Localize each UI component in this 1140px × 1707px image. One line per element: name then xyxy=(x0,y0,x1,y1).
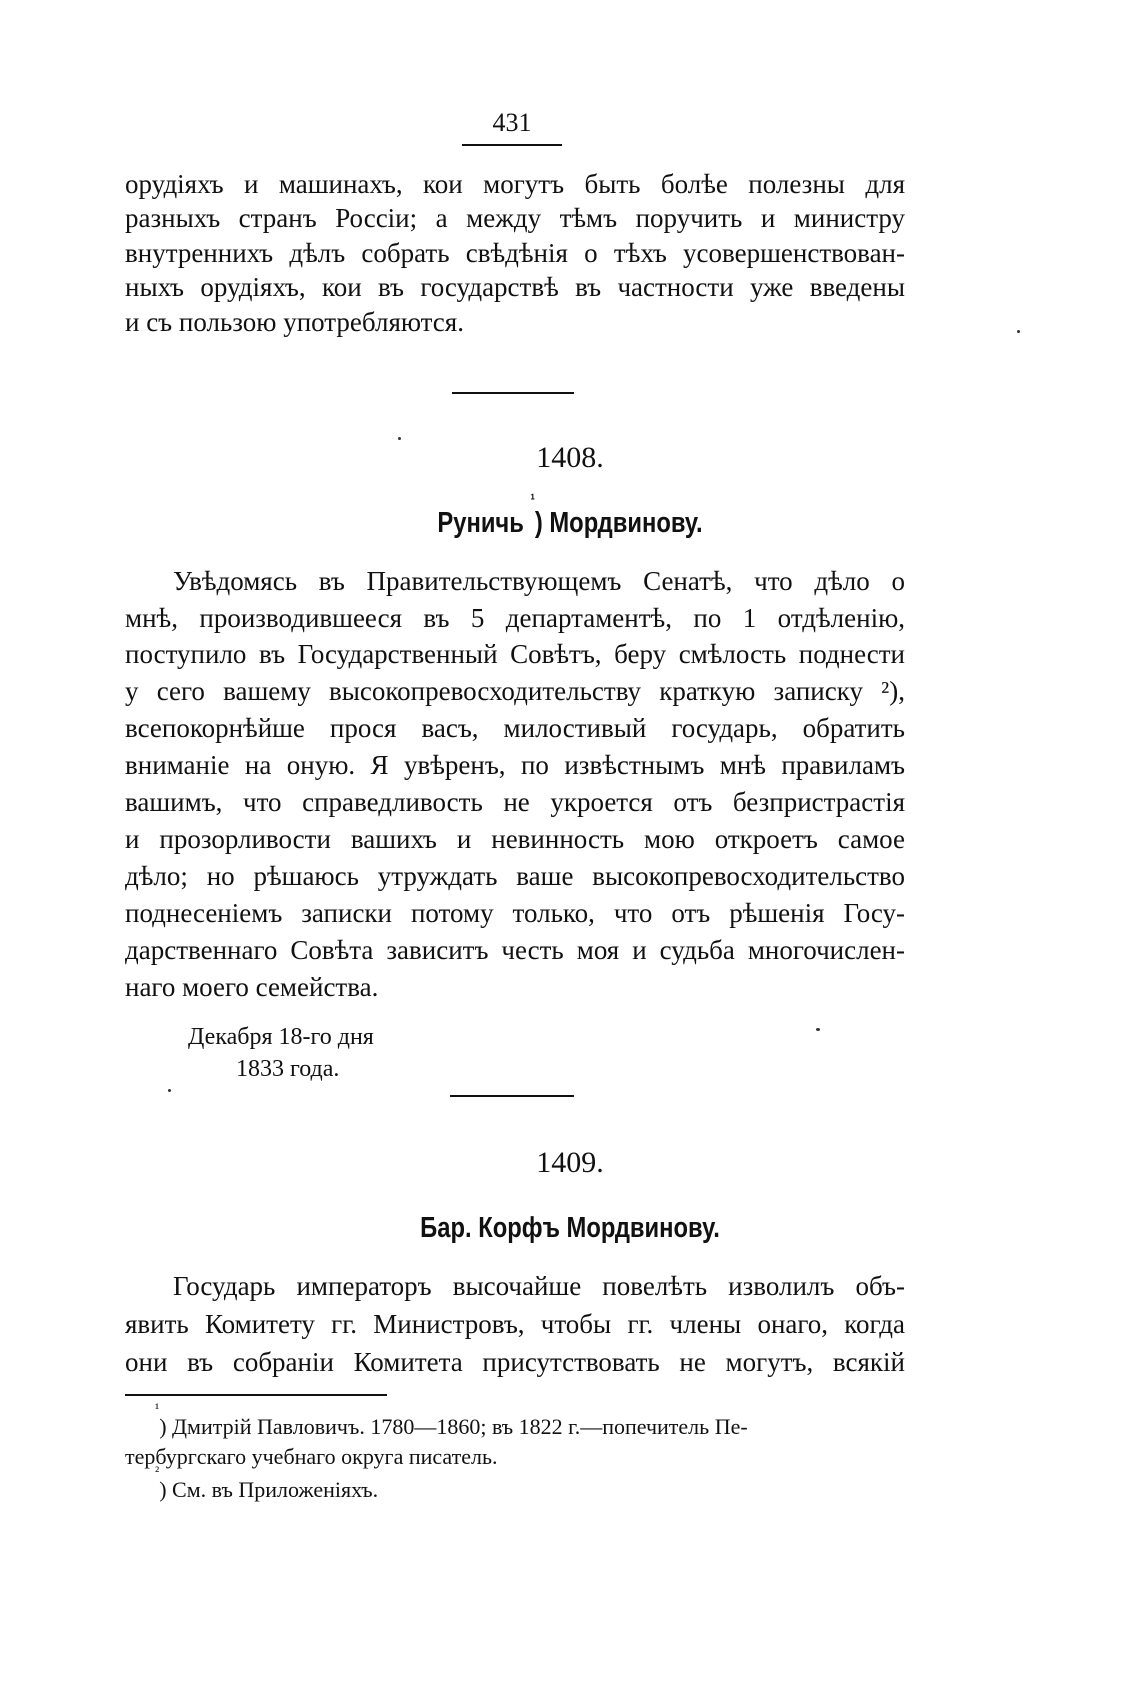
print-speck xyxy=(1017,330,1020,333)
print-speck xyxy=(398,437,401,440)
body-line: наго моего семейства. xyxy=(125,972,379,1002)
letter-number-1408: 1408. xyxy=(536,441,604,474)
body-line: вашимъ, что справедливость не укроется отъ безпристрастія xyxy=(125,787,905,817)
body-line: явить Комитету гг. Министровъ, чтобы гг. члены онаго, когда xyxy=(125,1309,905,1339)
intro-line: и съ пользою употребляются. xyxy=(125,307,464,337)
page-number: 431 xyxy=(462,108,562,146)
footnote-ref-1: ¹ xyxy=(530,492,535,509)
letter-title-1409: Бар. Корфъ Мордвинову. xyxy=(420,1212,720,1244)
body-line: Увѣдомясь въ Правительствующемъ Сенатѣ, что дѣло о xyxy=(173,566,905,596)
body-line: они въ собраніи Комитета присутствовать не могутъ, всякій xyxy=(125,1347,905,1377)
footnote-1-continuation: тербургскаго учебнаго округа писатель. xyxy=(125,1444,498,1469)
body-line: всепокорнѣйше прося васъ, милостивый государь, обратить xyxy=(125,713,905,743)
letter-number-1409: 1409. xyxy=(536,1146,604,1179)
letter-date-year: 1833 года. xyxy=(236,1056,340,1082)
footnote-rule xyxy=(125,1394,387,1396)
intro-line: орудіяхъ и машинахъ, кои могутъ быть болѣе полезны для xyxy=(125,169,905,199)
intro-line: разныхъ странъ Россіи; а между тѣмъ поручить и министру xyxy=(125,203,905,233)
body-line: поступило въ Государственный Совѣтъ, беру смѣлость поднести xyxy=(125,639,905,669)
body-line: поднесеніемъ записки потому только, что отъ рѣшенія Госу- xyxy=(125,898,905,928)
body-line: Государь императоръ высочайше повелѣть изволилъ объ- xyxy=(173,1271,905,1301)
intro-line: внутреннихъ дѣлъ собрать свѣдѣнія о тѣхъ усовершенствован- xyxy=(125,238,905,268)
body-line: вниманіе на оную. Я увѣренъ, по извѣстнымъ мнѣ правиламъ xyxy=(125,750,905,780)
letter-date-day: Декабря 18-го дня xyxy=(188,1024,374,1050)
body-line: дѣло; но рѣшаюсь утруждать ваше высокопревосходительство xyxy=(125,861,905,891)
body-line: мнѣ, производившееся въ 5 департаментѣ, по 1 отдѣленію, xyxy=(125,603,905,633)
print-speck xyxy=(168,1089,171,1092)
body-line: дарственнаго Совѣта зависитъ честь моя и судьба многочислен- xyxy=(125,935,905,965)
print-speck xyxy=(816,1028,820,1031)
intro-line: ныхъ орудіяхъ, кои въ государствѣ въ частности уже введены xyxy=(125,272,905,302)
section-divider xyxy=(450,1095,574,1097)
footnote-1: $^{^1}$) Дмитрій Павловичъ. 1780—1860; въ 1822 г.—попечитель Пе- xyxy=(155,1402,748,1439)
footnote-2: $^{^2}$) См. въ Приложеніяхъ. xyxy=(155,1465,379,1502)
body-line: и прозорливости вашихъ и невинность мою откроетъ самое xyxy=(125,824,905,854)
body-line: у сего вашему высокопревосходительству краткую записку ²), xyxy=(125,676,905,706)
letter-title-1408: Руничь $^{^1}$) Мордвинову. xyxy=(437,492,703,539)
section-divider xyxy=(452,392,574,394)
